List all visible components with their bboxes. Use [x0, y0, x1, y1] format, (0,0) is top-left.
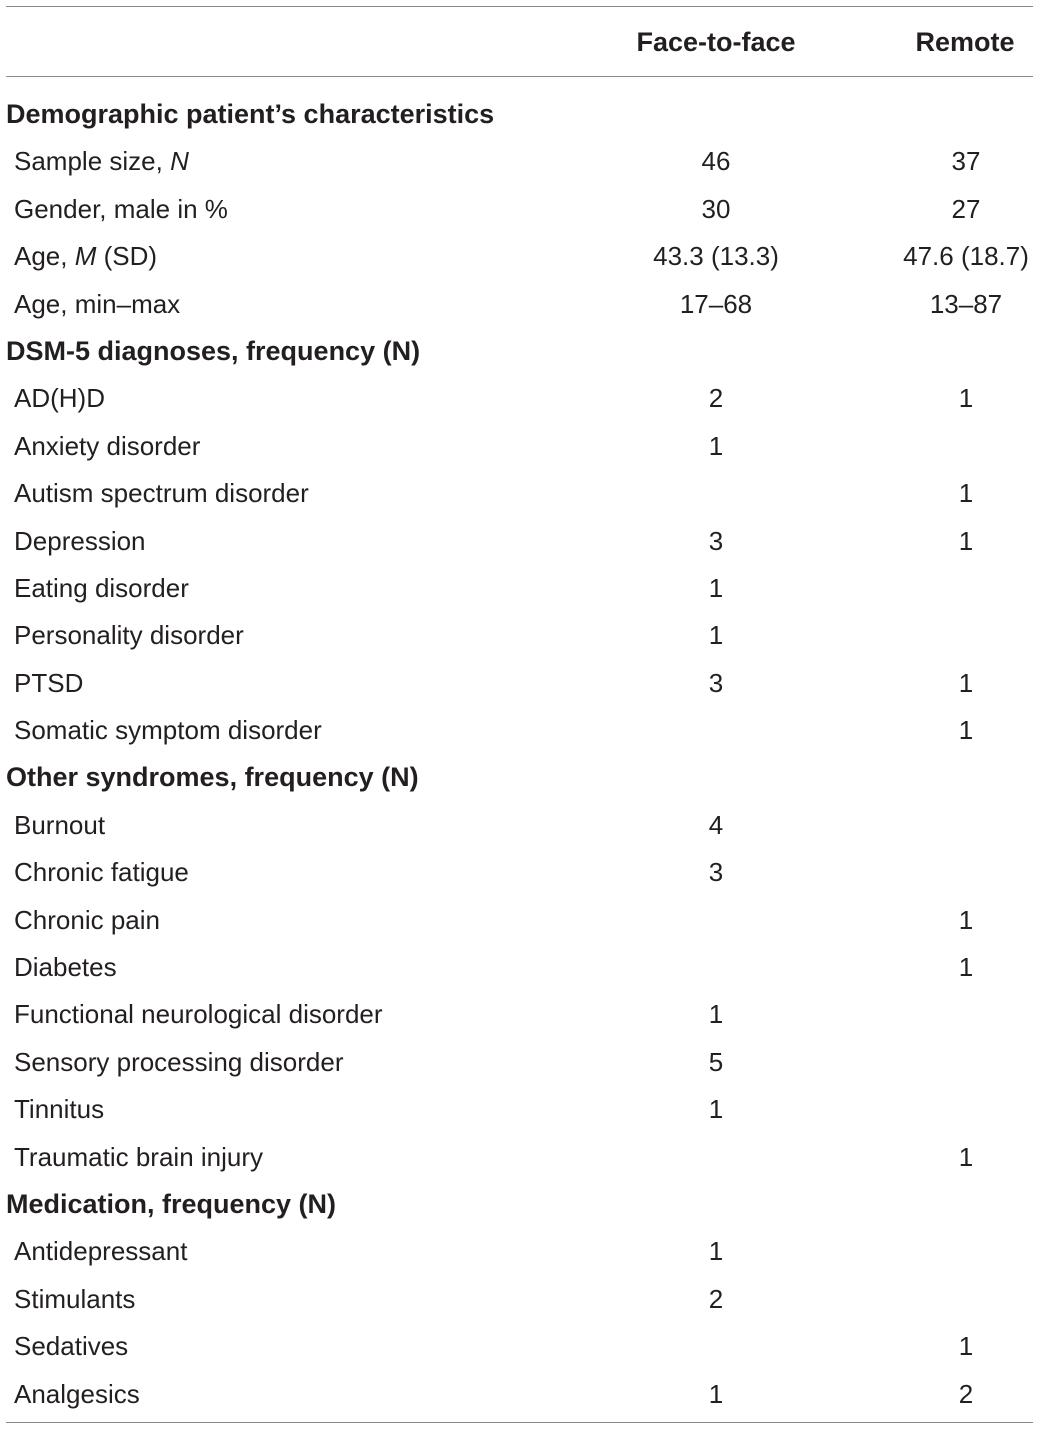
- table-row: [6, 135, 1033, 182]
- row-label: [14, 1036, 344, 1088]
- row-label-text: Chronic fatigue: [14, 857, 189, 888]
- table-row: [6, 941, 1033, 988]
- row-label: [14, 1368, 140, 1420]
- row-label: [14, 515, 146, 567]
- row-label-text: Antidepressant: [14, 1236, 188, 1267]
- table-row: [6, 799, 1033, 846]
- cell-face-to-face: 46: [701, 146, 731, 177]
- row-label: [14, 278, 180, 330]
- row-label: [14, 562, 189, 614]
- cell-face-to-face: 30: [701, 193, 731, 224]
- cell-face-to-face: 3: [708, 667, 724, 698]
- table-row: [6, 230, 1033, 277]
- cell-face-to-face: 17–68: [679, 288, 753, 319]
- table-row: [6, 704, 1033, 751]
- section-title: DSM-5 diagnoses, frequency (N): [6, 335, 421, 366]
- cell-face-to-face: 3: [708, 857, 724, 888]
- cell-face-to-face: 2: [708, 383, 724, 414]
- row-label-text: Analgesics: [14, 1378, 140, 1409]
- table-row: [6, 1131, 1033, 1178]
- table-row: [6, 1083, 1033, 1130]
- section-header-row: [6, 325, 1033, 372]
- row-label-text: Depression: [14, 525, 146, 556]
- row-label-text: Age,: [14, 241, 75, 272]
- row-label-text: Tinnitus: [14, 1094, 105, 1125]
- row-label-text: Burnout: [14, 809, 106, 840]
- data-table: [6, 6, 1033, 1423]
- cell-remote: 1: [958, 904, 974, 935]
- table-row: [6, 1320, 1033, 1367]
- row-label: [14, 1273, 135, 1325]
- row-label: [14, 372, 105, 424]
- table-row: [6, 1036, 1033, 1083]
- row-label: [14, 230, 157, 282]
- column-header-face-to-face: Face-to-face: [636, 27, 796, 57]
- section-header-row: [6, 88, 1033, 135]
- cell-face-to-face: 1: [708, 1236, 724, 1267]
- cell-remote: 2: [958, 1378, 974, 1409]
- row-label: [14, 657, 83, 709]
- row-label-text: PTSD: [14, 667, 84, 698]
- section-title: Other syndromes, frequency (N): [6, 762, 419, 793]
- row-label-text: Age, min–max: [14, 288, 181, 319]
- cell-face-to-face: 3: [708, 525, 724, 556]
- cell-remote: 13–87: [929, 288, 1003, 319]
- row-label: [14, 135, 189, 187]
- cell-remote: 1: [958, 383, 974, 414]
- cell-face-to-face: 5: [708, 1046, 724, 1077]
- row-label-text: Sample size,: [14, 146, 171, 177]
- row-label-text: AD(H)D: [14, 383, 105, 414]
- table-row: [6, 420, 1033, 467]
- cell-face-to-face: 4: [708, 809, 724, 840]
- cell-remote: 1: [958, 525, 974, 556]
- cell-face-to-face: 1: [708, 620, 724, 651]
- table-row: [6, 515, 1033, 562]
- table-row: [6, 467, 1033, 514]
- row-label: [14, 467, 309, 519]
- row-label: [14, 846, 189, 898]
- row-label: [14, 894, 160, 946]
- row-label-text: Gender, male in %: [14, 193, 228, 224]
- section-title: Medication, frequency (N): [6, 1188, 337, 1219]
- table-row: [6, 1225, 1033, 1272]
- table-header: [6, 7, 1033, 76]
- row-label: [14, 420, 200, 472]
- row-label-italic: N: [170, 146, 189, 177]
- row-label: [14, 799, 105, 851]
- row-label: [14, 1083, 104, 1135]
- cell-remote: 27: [951, 193, 981, 224]
- cell-face-to-face: 1: [708, 430, 724, 461]
- cell-face-to-face: 2: [708, 1283, 724, 1314]
- row-label-suffix: (SD): [96, 241, 158, 272]
- row-label-text: Chronic pain: [14, 904, 160, 935]
- table-row: [6, 609, 1033, 656]
- row-label-text: Sensory processing disorder: [14, 1046, 344, 1077]
- cell-face-to-face: 1: [708, 572, 724, 603]
- row-label: [14, 941, 117, 993]
- cell-face-to-face: 43.3 (13.3): [653, 241, 779, 272]
- cell-face-to-face: 1: [708, 1094, 724, 1125]
- table-row: [6, 562, 1033, 609]
- table-row: [6, 278, 1033, 325]
- row-label: [14, 704, 322, 756]
- cell-remote: 1: [958, 478, 974, 509]
- row-label-text: Somatic symptom disorder: [14, 715, 322, 746]
- cell-face-to-face: 1: [708, 999, 724, 1030]
- cell-remote: 1: [958, 667, 974, 698]
- table-bottom-rule: [6, 1422, 1033, 1423]
- table-row: [6, 657, 1033, 704]
- table-row: [6, 988, 1033, 1035]
- row-label-text: Eating disorder: [14, 572, 189, 603]
- cell-remote: 1: [958, 715, 974, 746]
- row-label: [14, 1225, 187, 1277]
- table-body: [6, 88, 1033, 1415]
- row-label: [14, 1320, 128, 1372]
- row-label: [14, 609, 244, 661]
- row-label-text: Functional neurological disorder: [14, 999, 383, 1030]
- row-label-text: Traumatic brain injury: [14, 1141, 264, 1172]
- section-header-row: [6, 751, 1033, 798]
- cell-remote: 47.6 (18.7): [903, 241, 1029, 272]
- row-label: [14, 1131, 263, 1183]
- row-label: [14, 988, 383, 1040]
- cell-remote: 1: [958, 1141, 974, 1172]
- cell-remote: 37: [951, 146, 981, 177]
- table-row: [6, 183, 1033, 230]
- cell-remote: 1: [958, 1331, 974, 1362]
- row-label-text: Autism spectrum disorder: [14, 478, 309, 509]
- cell-remote: 1: [958, 952, 974, 983]
- row-label-text: Anxiety disorder: [14, 430, 201, 461]
- cell-face-to-face: 1: [708, 1378, 724, 1409]
- section-title: Demographic patient’s characteristics: [6, 99, 495, 129]
- row-label-text: Personality disorder: [14, 620, 244, 651]
- column-header-remote: Remote: [915, 27, 1015, 57]
- table-row: [6, 846, 1033, 893]
- table-row: [6, 1368, 1033, 1415]
- table-row: [6, 894, 1033, 941]
- row-label-text: Diabetes: [14, 952, 117, 983]
- row-label-italic: M: [74, 241, 97, 272]
- row-label-text: Stimulants: [14, 1283, 136, 1314]
- section-header-row: [6, 1178, 1033, 1225]
- row-label: [14, 183, 228, 235]
- table-row: [6, 1273, 1033, 1320]
- row-label-text: Sedatives: [14, 1331, 129, 1362]
- table-row: [6, 372, 1033, 419]
